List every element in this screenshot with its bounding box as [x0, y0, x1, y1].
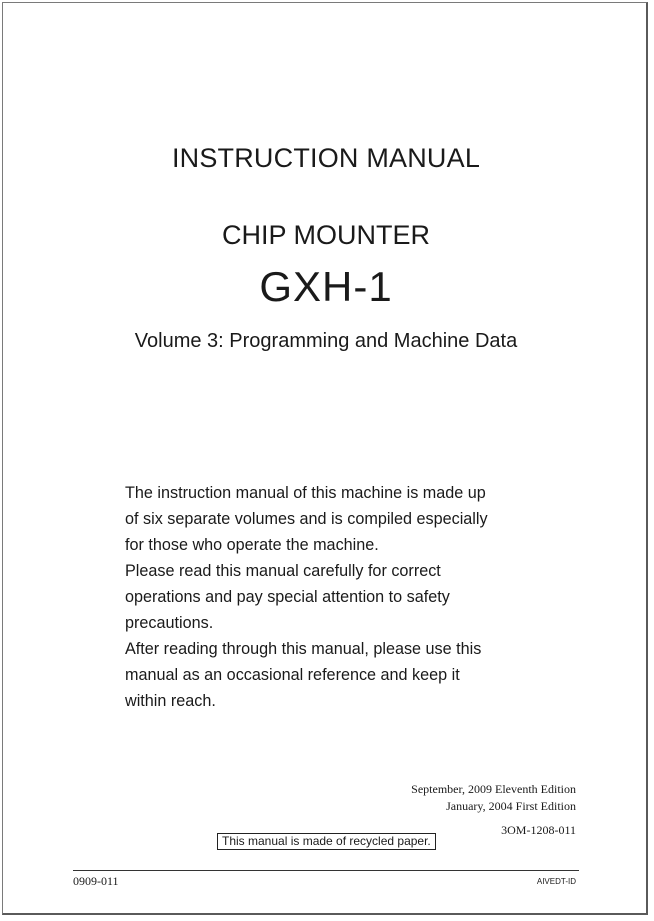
product-name: CHIP MOUNTER — [221, 220, 430, 250]
volume-title: Volume 3: Programming and Machine Data — [134, 330, 518, 352]
footer-id: AIVEDT-ID — [536, 877, 576, 886]
manual-page — [2, 2, 648, 915]
paragraph-line: within reach. — [125, 692, 216, 710]
recycled-paper-note: This manual is made of recycled paper. — [217, 833, 436, 850]
current-edition: September, 2009 Eleventh Edition — [411, 782, 576, 796]
page-title: INSTRUCTION MANUAL — [171, 143, 481, 173]
paragraph-line: operations and pay special attention to safety — [125, 588, 450, 606]
document-number: 3OM-1208-011 — [501, 823, 576, 837]
paragraph-line: of six separate volumes and is compiled especially — [125, 510, 488, 528]
paragraph-line: The instruction manual of this machine is made up — [125, 484, 486, 502]
intro-paragraph — [125, 480, 545, 558]
footer-divider — [73, 870, 579, 871]
paragraph-line: Please read this manual carefully for correct — [125, 562, 441, 580]
paragraph-line: After reading through this manual, please use this — [125, 640, 482, 658]
paragraph-line: precautions. — [125, 614, 214, 632]
model-name: GXH-1 — [259, 263, 393, 310]
footer-code: 0909-011 — [73, 874, 119, 888]
reference-paragraph — [125, 636, 545, 714]
paragraph-line: manual as an occasional reference and keep it — [125, 666, 460, 684]
first-edition: January, 2004 First Edition — [446, 799, 576, 813]
paragraph-line: for those who operate the machine. — [125, 536, 379, 554]
read-carefully-paragraph — [125, 558, 545, 636]
